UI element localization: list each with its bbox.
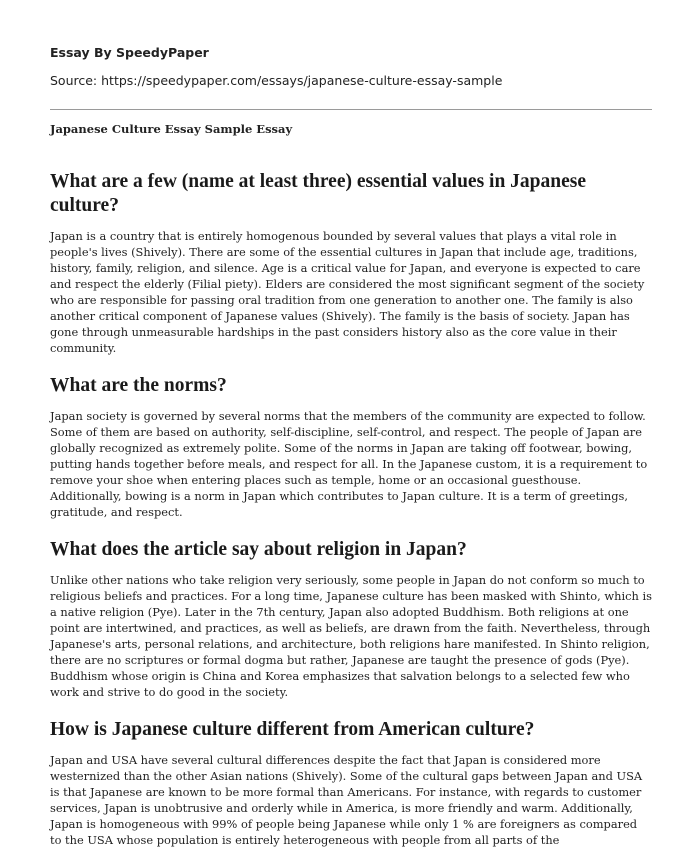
section-heading: How is Japanese culture different from American culture? [50, 719, 535, 740]
section-heading: What does the article say about religion in Japan? [50, 539, 467, 560]
header-divider [50, 109, 652, 110]
site-title: Essay By SpeedyPaper [50, 45, 209, 60]
section-norms [50, 374, 652, 520]
source-line: Source: https://speedypaper.com/essays/japanese-culture-essay-sample [50, 73, 503, 88]
section-body: Japan is a country that is entirely homogenous bounded by several values that plays a vital role in people's lives (Shively). There are some of the essential cultures in Japan that include age, traditions, history, family, religion, and silence. Age is a critical value for Japan, and everyone is expected to care and respect the elderly (Filial piety). Elders are considered the most significant segment of the society who are responsible for passing oral tradition from one generation to another one. The family is also another critical component of Japanese values (Shively). The family is the basis of society. Japan has gone through unmeasurable hardships in the past considers history also as the core value in their community. [50, 229, 645, 355]
section-body: Unlike other nations who take religion very seriously, some people in Japan do not conform so much to religious beliefs and practices. For a long time, Japanese culture has been masked with Shinto, which is a native religion (Pye). Later in the 7th century, Japan also adopted Buddhism. Both religions at one point are intertwined, and practices, as well as beliefs, are drawn from the faith. Nevertheless, through Japanese's arts, personal relations, and architecture, both religions hare manifested. In Shinto religion, there are no scriptures or formal dogma but rather, Japanese are taught the presence of gods (Pye). Buddhism whose origin is China and Korea emphasizes that salvation belongs to a selected few who work and strive to do good in the society. [50, 573, 652, 699]
section-heading: What are the norms? [50, 375, 227, 396]
section-essential-values [50, 170, 652, 356]
essay-content [50, 170, 652, 866]
section-body: Japan and USA have several cultural differences despite the fact that Japan is considered more westernized than the other Asian nations (Shively). Some of the cultural gaps between Japan and USA is that Japanese are known to be more formal than Americans. For instance, with regards to customer services, Japan is unobtrusive and orderly while in America, is more friendly and warm. Additionally, Japan is homogeneous with 99% of people being Japanese while only 1 % are foreigners as compared to the USA whose population is entirely heterogeneous with people from all parts of the [50, 753, 643, 847]
section-religion [50, 538, 652, 700]
section-culture-differences [50, 718, 652, 848]
section-body: Japan society is governed by several norms that the members of the community are expected to follow. Some of them are based on authority, self-discipline, self-control, and respect. The people of Japan are globally recognized as extremely polite. Some of the norms in Japan are taking off footwear, bowing, putting hands together before meals, and respect for all. In the Japanese custom, it is a requirement to remove your shoe when entering places such as temple, home or an occasional guesthouse. Additionally, bowing is a norm in Japan which contributes to Japan culture. It is a term of greetings, gratitude, and respect. [50, 409, 648, 519]
section-heading: What are a few (name at least three) essential values in Japanese culture? [50, 171, 587, 216]
essay-title: Japanese Culture Essay Sample Essay [50, 122, 293, 136]
